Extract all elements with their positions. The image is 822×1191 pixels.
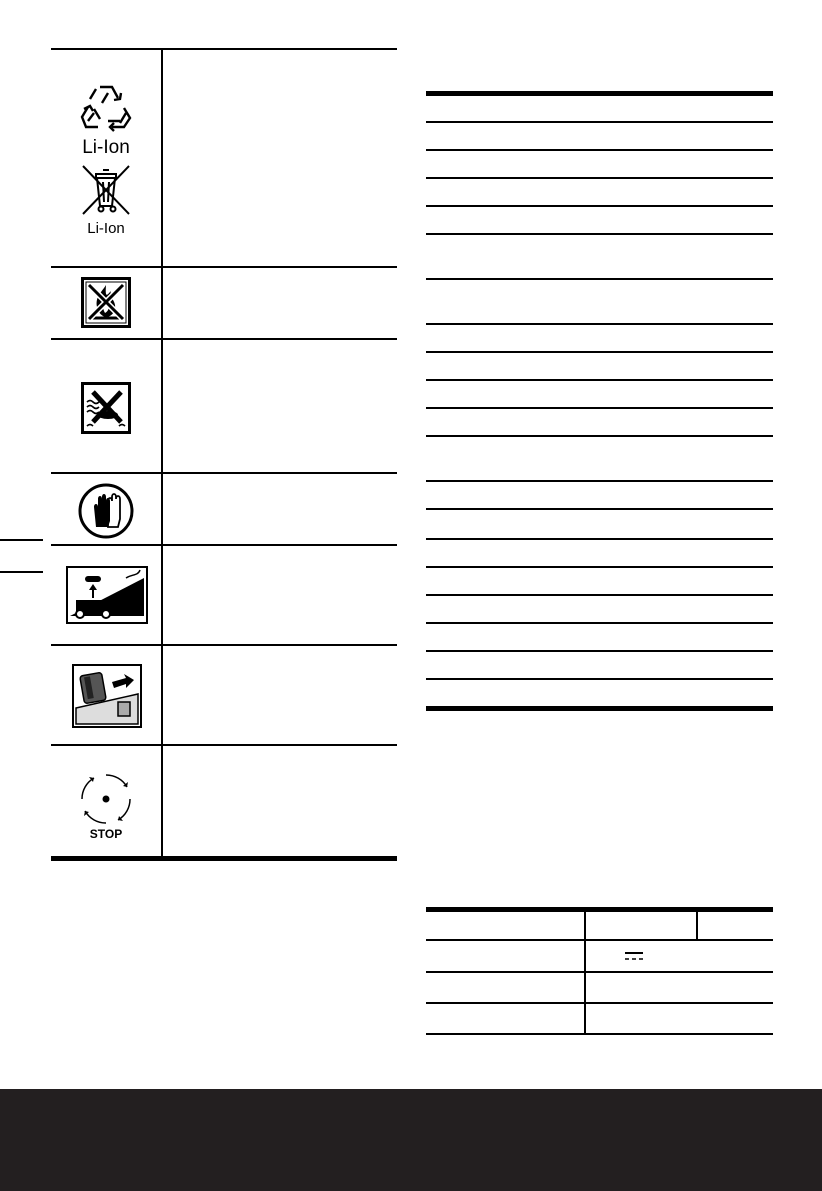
spec-row-rule <box>426 278 773 280</box>
spec-row-rule <box>426 480 773 482</box>
margin-mark-bottom <box>0 571 43 573</box>
spec-row-rule <box>426 407 773 409</box>
spec-row-rule <box>426 678 773 680</box>
symbol-row-no-fire <box>51 268 397 340</box>
spec-row-rule <box>426 650 773 652</box>
symbol-row-mower <box>51 546 397 646</box>
footer-band <box>0 1089 822 1191</box>
no-water-icon <box>81 382 131 434</box>
battery-table-column-divider <box>696 907 698 939</box>
spec-row-rule <box>426 566 773 568</box>
spec-row-rule <box>426 177 773 179</box>
battery-insert-icon <box>72 664 142 728</box>
symbol-row-stop <box>51 746 397 856</box>
spec-row-rule <box>426 205 773 207</box>
recycle-icon <box>80 81 132 133</box>
spec-table <box>426 91 773 716</box>
recycle-label: Li-Ion <box>82 137 130 158</box>
spec-row-rule <box>426 233 773 235</box>
table-bottom-rule <box>51 856 397 861</box>
mower-cell <box>51 546 161 646</box>
margin-mark-top <box>0 539 43 541</box>
gloves-icon <box>78 483 134 539</box>
dc-symbol-icon <box>624 950 644 962</box>
symbol-table <box>51 48 397 861</box>
spec-row-rule <box>426 538 773 540</box>
no-water-cell <box>51 340 161 474</box>
stop-label: STOP <box>89 827 123 841</box>
symbol-row-battery-insert <box>51 646 397 746</box>
battery-row-rule <box>426 971 773 973</box>
battery-row-rule <box>426 1002 773 1004</box>
spec-row-rule <box>426 508 773 510</box>
spec-row-rule <box>426 351 773 353</box>
symbol-row-gloves <box>51 474 397 546</box>
gloves-cell <box>51 474 161 546</box>
stop-blade-icon <box>79 772 133 826</box>
mower-slope-icon <box>66 566 148 624</box>
battery-table-top-rule <box>426 907 773 912</box>
no-fire-icon <box>81 277 131 328</box>
battery-row-rule <box>426 939 773 941</box>
battery-insert-cell <box>51 646 161 746</box>
spec-row-rule <box>426 149 773 151</box>
spec-row-rule <box>426 622 773 624</box>
no-fire-cell <box>51 268 161 340</box>
battery-disposal-cell <box>51 50 161 268</box>
spec-row-rule <box>426 379 773 381</box>
bin-label: Li-Ion <box>87 220 125 237</box>
spec-row-rule <box>426 594 773 596</box>
stop-cell <box>51 746 161 856</box>
spec-row-rule <box>426 435 773 437</box>
spec-table-bottom-rule <box>426 706 773 711</box>
spec-row-rule <box>426 323 773 325</box>
symbol-row-battery-disposal <box>51 50 397 268</box>
spec-table-top-rule <box>426 91 773 96</box>
battery-row-rule <box>426 1033 773 1035</box>
battery-table <box>426 907 773 1037</box>
symbol-row-no-water <box>51 340 397 474</box>
spec-row-rule <box>426 121 773 123</box>
crossed-bin-icon <box>81 164 131 216</box>
